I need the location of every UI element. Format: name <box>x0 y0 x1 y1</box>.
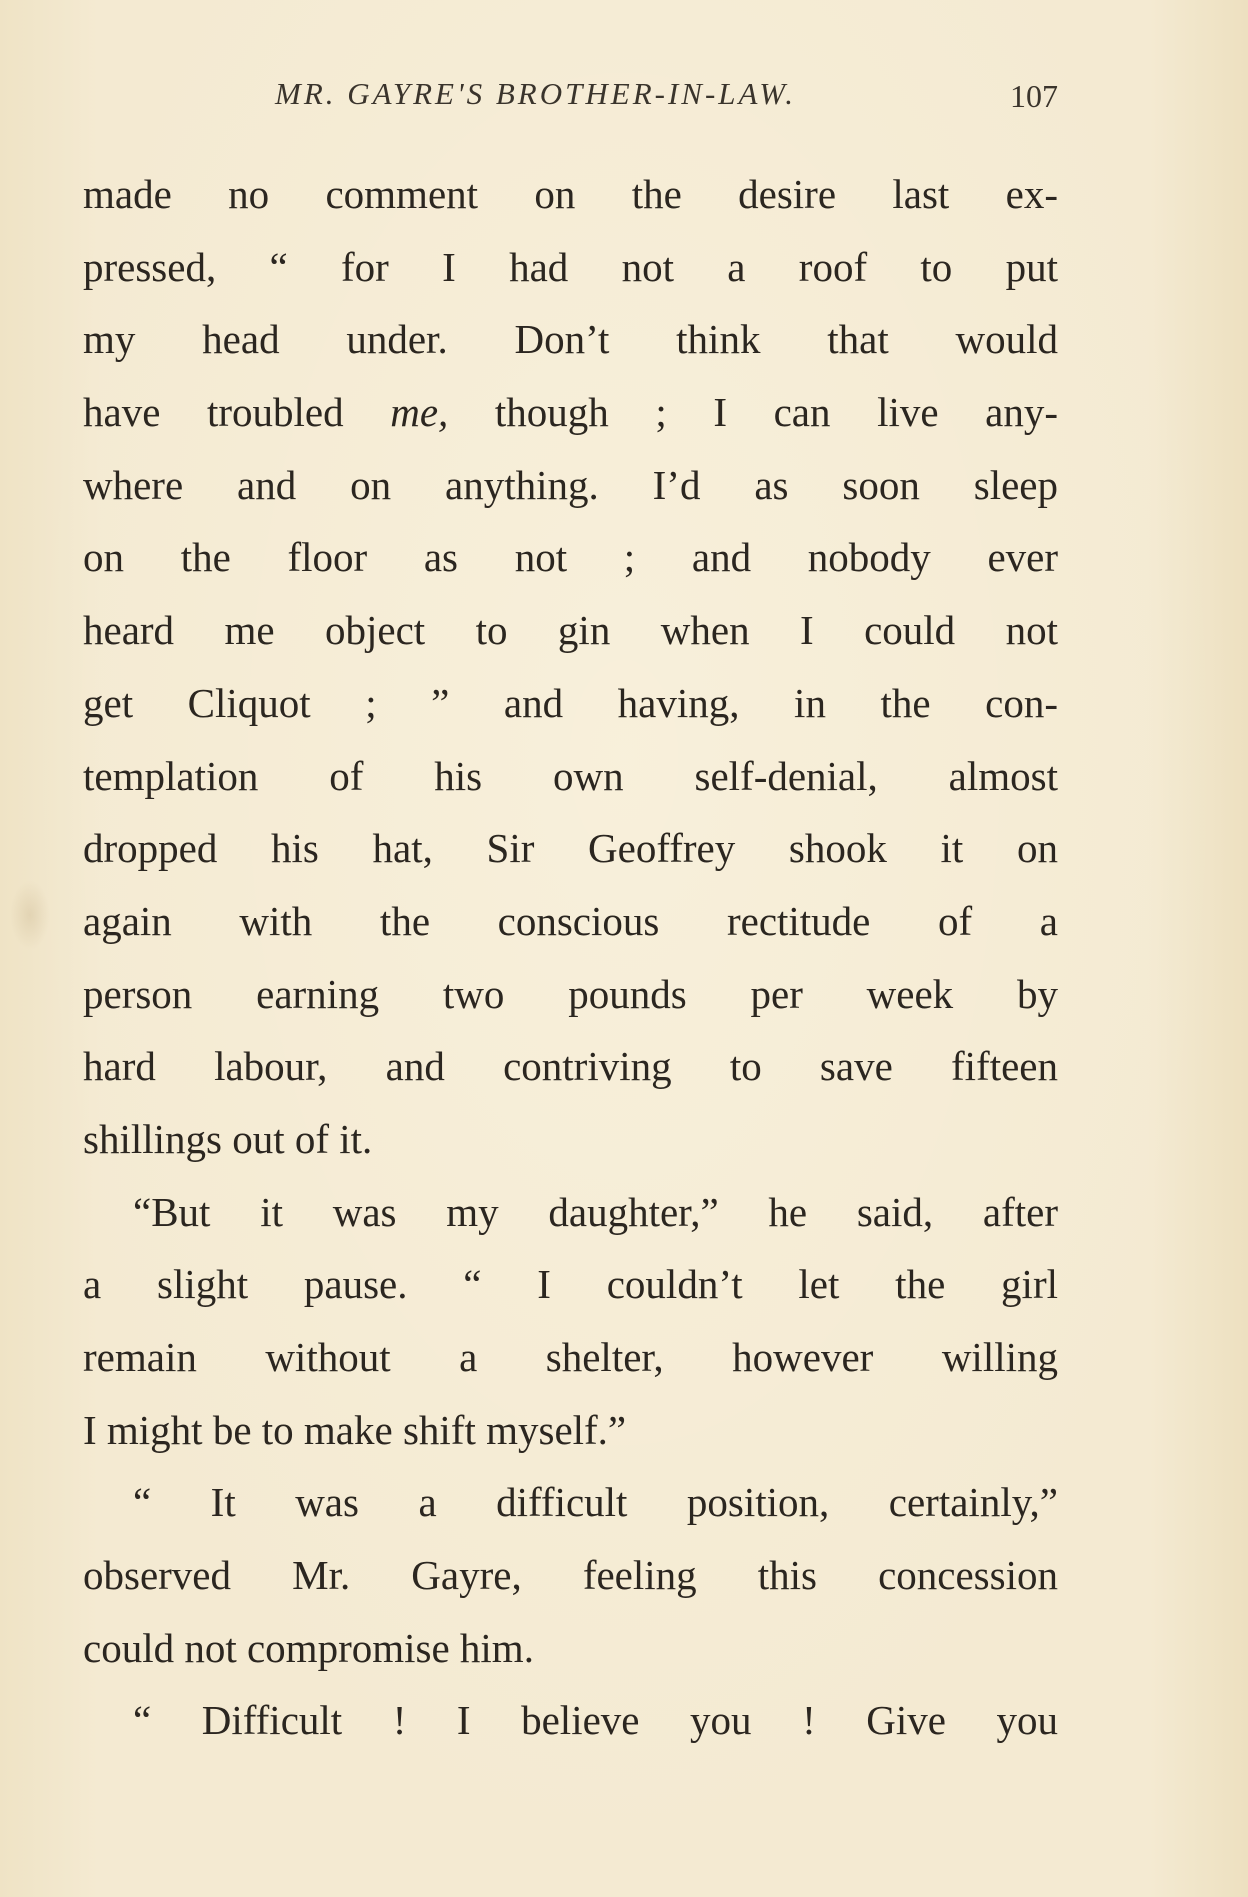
text-line: “But it was my daughter,” he said, after <box>133 1188 1058 1235</box>
body-text <box>83 158 1058 1757</box>
text-line: “ It was a difficult position, certainly,” <box>133 1479 1058 1526</box>
text-line: dropped his hat, Sir Geoffrey shook it on <box>83 825 1058 872</box>
text-line: on the floor as not ; and nobody ever <box>83 534 1058 581</box>
text-line: made no comment on the desire last ex- <box>83 171 1058 217</box>
running-head <box>0 76 1248 136</box>
text-line: have troubled me, though ; I can live any- <box>83 389 1058 436</box>
text-line: get Cliquot ; ” and having, in the con- <box>83 679 1058 726</box>
emphasis-me: me, <box>390 389 449 436</box>
running-title: MR. GAYRE'S BROTHER-IN-LAW. <box>275 76 797 111</box>
text-line: hard labour, and contriving to save fifteen <box>83 1043 1058 1090</box>
text-line: a slight pause. “ I couldn’t let the girl <box>83 1261 1058 1308</box>
text-line: remain without a shelter, however willing <box>83 1334 1058 1380</box>
text-line: observed Mr. Gayre, feeling this concession <box>83 1552 1058 1599</box>
text-line: I might be to make shift myself.” <box>83 1406 627 1453</box>
text-line: where and on anything. I’d as soon sleep <box>83 461 1058 508</box>
text-line: again with the conscious rectitude of a <box>83 897 1058 944</box>
text-line: pressed, “ for I had not a roof to put <box>83 243 1058 290</box>
text-line: heard me object to gin when I could not <box>83 607 1058 654</box>
text-line: person earning two pounds per week by <box>83 970 1058 1017</box>
page-number: 107 <box>1010 78 1058 114</box>
text-line: shillings out of it. <box>83 1115 373 1162</box>
text-line: could not compromise him. <box>83 1624 534 1671</box>
text-line: my head under. Don’t think that would <box>83 316 1058 363</box>
text-line: templation of his own self-denial, almost <box>83 752 1058 799</box>
text-line: “ Difficult ! I believe you ! Give you <box>133 1697 1058 1744</box>
page-stain <box>10 880 50 950</box>
